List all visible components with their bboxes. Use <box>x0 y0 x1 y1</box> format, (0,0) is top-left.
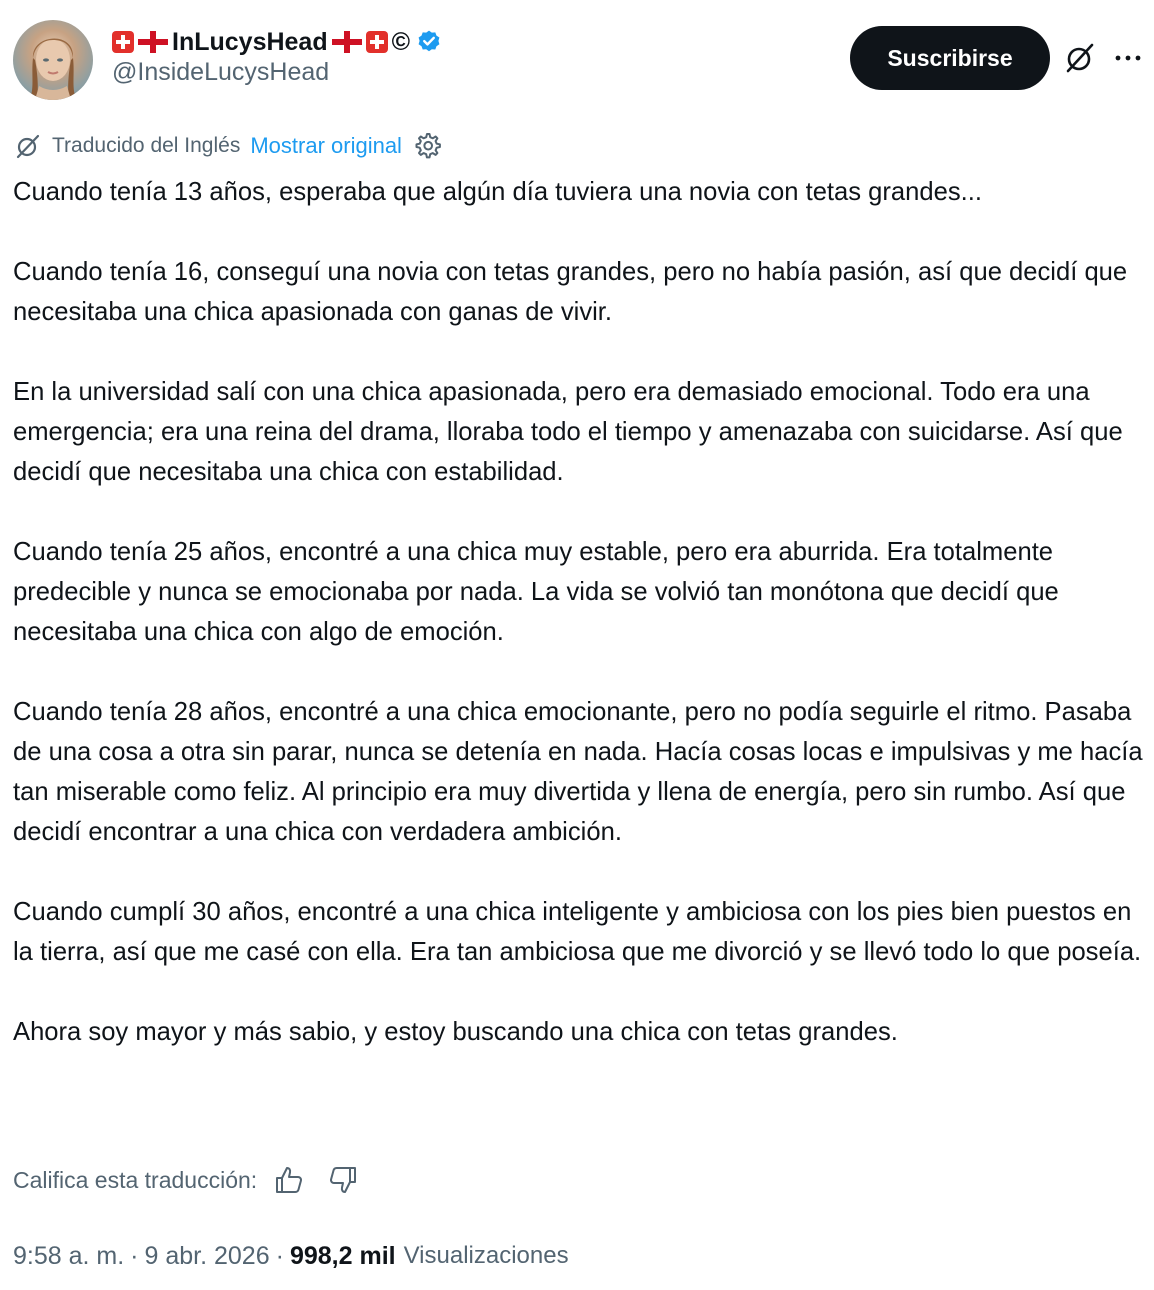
gear-icon[interactable] <box>412 131 442 161</box>
tweet-paragraph: Cuando tenía 25 años, encontré a una chica muy estable, pero era aburrida. Era totalmente predecible y nunca se emocionaba por nada. La vida se volvió tan monótona que decidí que necesitaba una chica con algo de emoción. <box>13 538 1059 646</box>
tweet-text <box>13 172 1143 1052</box>
avatar[interactable] <box>13 20 93 100</box>
tweet-paragraph: Cuando tenía 16, conseguí una novia con tetas grandes, pero no había pasión, así que decidí que necesitaba una chica apasionada con ganas de vivir. <box>13 258 1128 326</box>
tweet-paragraph: Cuando cumplí 30 años, encontré a una chica inteligente y ambiciosa con los pies bien puestos en la tierra, así que me casé con ella. Era tan ambiciosa que me divorció y se llevó todo lo que poseía. <box>13 898 1142 966</box>
tweet-paragraph: En la universidad salí con una chica apasionada, pero era demasiado emocional. Todo era una emergencia; era una reina del drama, lloraba todo el tiempo y amenazaba con suicidarse. Así que decidí que necesitaba una chica con estabilidad. <box>13 378 1123 486</box>
switzerland-flag-icon <box>112 31 134 53</box>
tweet-header <box>0 0 1154 118</box>
thumbs-down-icon[interactable] <box>327 1164 359 1196</box>
verified-badge-icon[interactable] <box>416 29 442 55</box>
switzerland-flag-icon <box>366 31 388 53</box>
subscribe-button[interactable]: Suscribirse <box>850 26 1050 90</box>
rate-translation-row <box>13 1160 359 1200</box>
user-handle[interactable]: @InsideLucysHead <box>112 58 330 86</box>
copyright-symbol: © <box>391 27 411 56</box>
display-name[interactable]: InLucysHead <box>172 27 328 56</box>
grok-icon[interactable] <box>1062 40 1098 76</box>
meta-separator: · <box>275 1241 284 1270</box>
tweet-paragraph: Cuando tenía 28 años, encontré a una chica emocionante, pero no podía seguirle el ritmo. Pasaba de una cosa a otra sin parar, nunca se detenía en nada. Hacía cosas locas e impulsivas y me hacía tan miserable como feliz. Al principio era muy divertida y llena de energía, pero sin rumbo. Así que decidí encontrar a una chica con verdadera ambición. <box>13 698 1143 846</box>
show-original-link[interactable]: Mostrar original <box>250 133 402 158</box>
tweet-time[interactable]: 9:58 a. m. <box>13 1241 125 1270</box>
views-count[interactable]: 998,2 mil <box>289 1241 396 1270</box>
views-label: Visualizaciones <box>403 1242 569 1269</box>
england-flag-icon <box>138 31 168 53</box>
tweet-date[interactable]: 9 abr. 2026 <box>144 1241 270 1270</box>
translation-bar <box>14 128 442 164</box>
translated-from-label: Traducido del Inglés <box>52 134 241 157</box>
tweet-meta <box>13 1236 569 1276</box>
translate-icon <box>14 132 42 160</box>
meta-separator: · <box>130 1241 139 1270</box>
thumbs-up-icon[interactable] <box>273 1164 305 1196</box>
tweet-paragraph: Cuando tenía 13 años, esperaba que algún día tuviera una novia con tetas grandes... <box>13 178 983 206</box>
rate-translation-label: Califica esta traducción: <box>13 1166 258 1193</box>
more-icon[interactable] <box>1112 44 1144 72</box>
england-flag-icon <box>332 31 362 53</box>
display-name-row[interactable] <box>112 26 442 58</box>
tweet-paragraph: Ahora soy mayor y más sabio, y estoy buscando una chica con tetas grandes. <box>13 1018 898 1046</box>
